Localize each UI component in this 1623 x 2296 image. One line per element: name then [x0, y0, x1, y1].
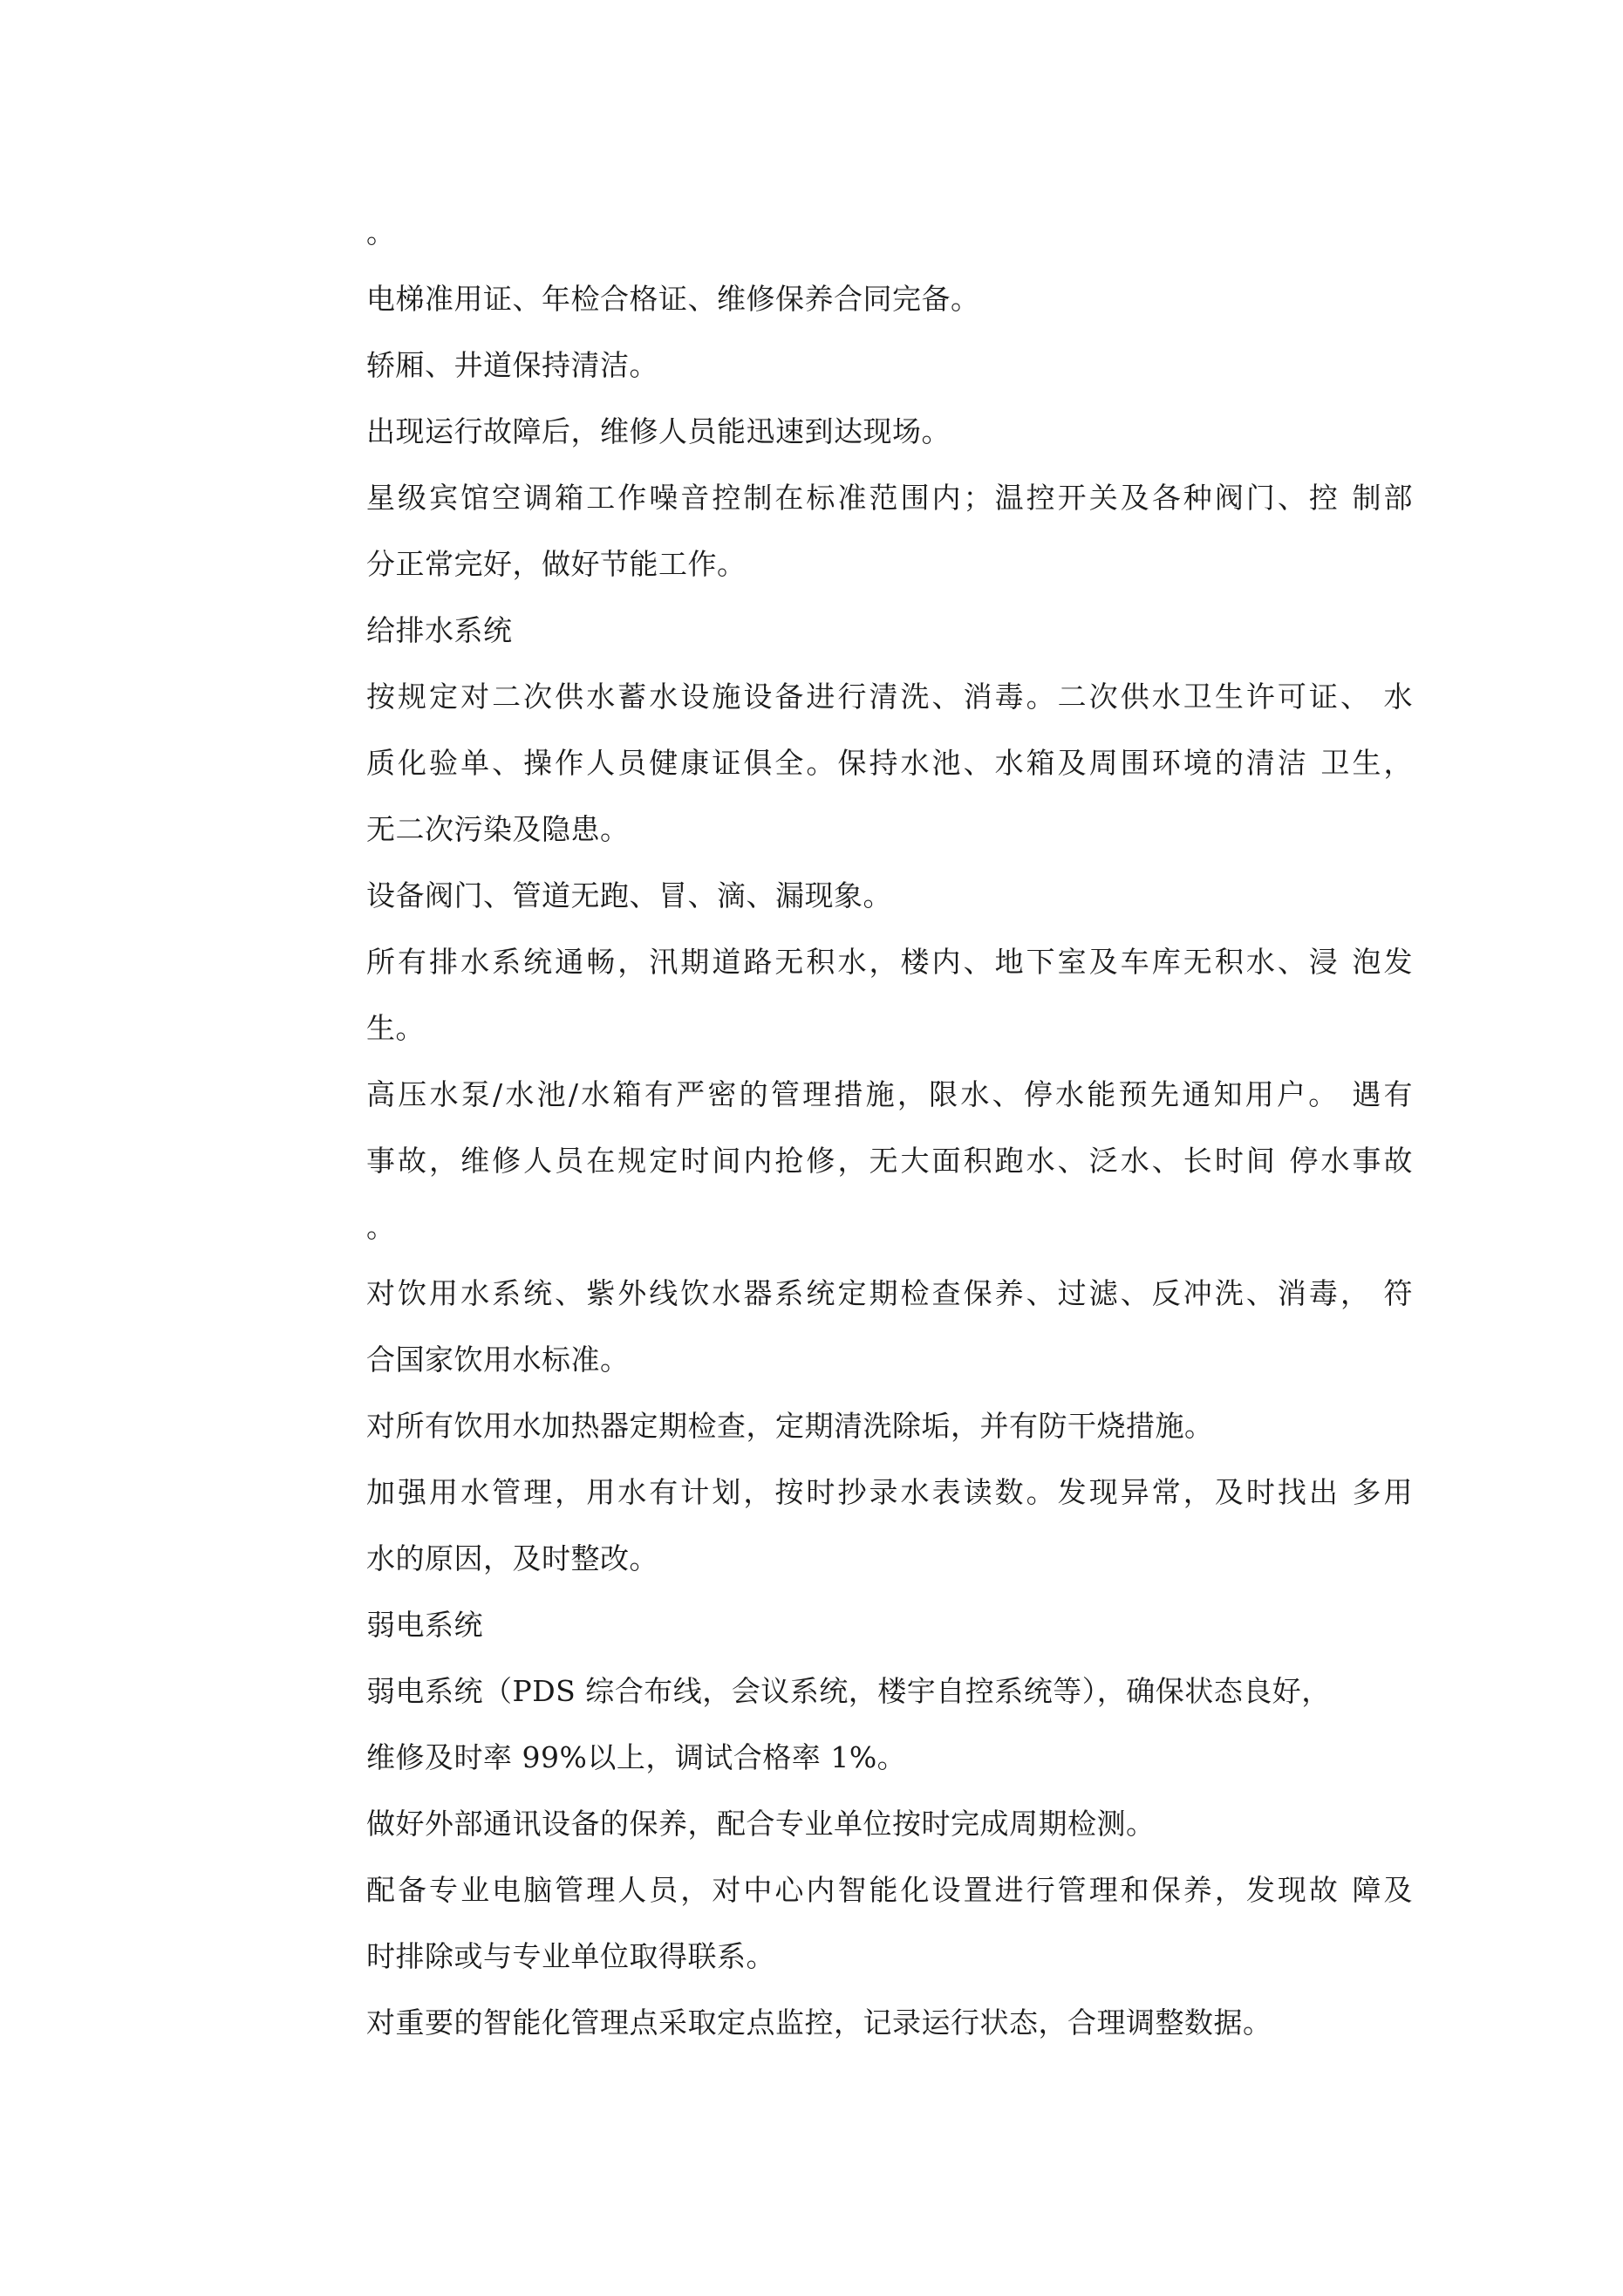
text-line: 生。	[366, 1011, 425, 1045]
text-line: 给排水系统	[366, 613, 513, 647]
text-line: 合国家饮用水标准。	[366, 1343, 630, 1377]
text-line: 轿厢、井道保持清洁。	[366, 348, 658, 382]
text-line: 无二次污染及隐患。	[366, 812, 630, 846]
text-line: 事故，维修人员在规定时间内抢修，无大面积跑水、泛水、长时间 停水事故	[366, 1144, 1413, 1178]
text-line: 电梯准用证、年检合格证、维修保养合同完备。	[366, 282, 980, 316]
text-line: 维修及时率 99%以上，调试合格率 1%。	[366, 1740, 907, 1774]
text-line: 设备阀门、管道无跑、冒、滴、漏现象。	[366, 878, 892, 912]
text-line: 分正常完好，做好节能工作。	[366, 547, 747, 581]
text-line: 。	[366, 215, 396, 249]
text-line: 弱电系统	[366, 1608, 483, 1642]
text-line: 按规定对二次供水蓄水设施设备进行清洗、消毒。二次供水卫生许可证、 水	[366, 680, 1413, 714]
document-body	[366, 209, 1413, 2066]
text-line: 做好外部通讯设备的保养，配合专业单位按时完成周期检测。	[366, 1807, 1156, 1841]
text-line: 配备专业电脑管理人员，对中心内智能化设置进行管理和保养，发现故 障及	[366, 1873, 1413, 1907]
text-line: 质化验单、操作人员健康证俱全。保持水池、水箱及周围环境的清洁 卫生，	[366, 746, 1413, 780]
text-line: 高压水泵/水池/水箱有严密的管理措施，限水、停水能预先通知用户。 遇有	[366, 1077, 1413, 1111]
text-line: 星级宾馆空调箱工作噪音控制在标准范围内；温控开关及各种阀门、控 制部	[366, 481, 1413, 515]
text-line: 对饮用水系统、紫外线饮水器系统定期检查保养、过滤、反冲洗、消毒， 符	[366, 1276, 1413, 1310]
text-line: 弱电系统（PDS 综合布线，会议系统，楼宇自控系统等），确保状态良好，	[366, 1674, 1331, 1708]
text-line: 对重要的智能化管理点采取定点监控，记录运行状态，合理调整数据。	[366, 2006, 1272, 2040]
text-line: 。	[366, 1210, 396, 1244]
text-line: 时排除或与专业单位取得联系。	[366, 1939, 775, 1973]
text-line: 对所有饮用水加热器定期检查，定期清洗除垢，并有防干烧措施。	[366, 1409, 1214, 1443]
text-line: 加强用水管理，用水有计划，按时抄录水表读数。发现异常，及时找出 多用	[366, 1475, 1413, 1509]
text-line: 出现运行故障后，维修人员能迅速到达现场。	[366, 414, 951, 448]
text-line: 所有排水系统通畅，汛期道路无积水，楼内、地下室及车库无积水、浸 泡发	[366, 945, 1413, 979]
text-line: 水的原因，及时整改。	[366, 1541, 658, 1575]
